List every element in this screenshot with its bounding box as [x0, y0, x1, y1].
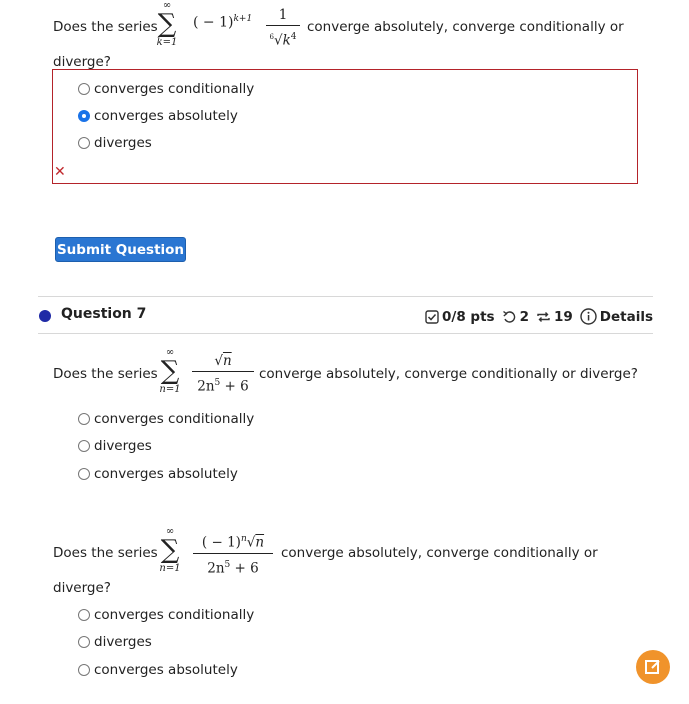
option-label: converges absolutely [94, 662, 238, 678]
question-status-dot [39, 310, 51, 322]
repeat-icon [536, 310, 551, 324]
divider [38, 333, 653, 334]
retry-icon [502, 310, 517, 324]
radio-button[interactable] [78, 468, 90, 480]
q6-suffix: converge absolutely, converge conditionally or [307, 19, 624, 35]
radio-button[interactable] [78, 137, 90, 149]
q6-prefix: Does the series [53, 19, 158, 35]
details-link[interactable]: Details [580, 308, 653, 325]
p1-prefix: Does the series [53, 366, 158, 382]
p2-cont: diverge? [53, 580, 111, 596]
option-label: diverges [94, 438, 152, 454]
question-title: Question 7 [61, 306, 147, 322]
p2-prefix: Does the series [53, 545, 158, 561]
p2-fraction: ( − 1)$^n$√n $2n^5 + 6$ [193, 530, 273, 577]
q6-option-diverges[interactable] [78, 135, 152, 151]
option-label: converges conditionally [94, 81, 255, 97]
p1-sum-symbol: ∞ ∑ n=1 [159, 347, 181, 395]
score: 0/8 pts [425, 309, 495, 325]
p1-option-absolutely[interactable] [78, 466, 238, 482]
p1-suffix: converge absolutely, converge conditionally or diverge? [259, 366, 638, 382]
divider [38, 296, 653, 297]
retries: 2 [502, 309, 529, 325]
p1-option-conditionally[interactable] [78, 411, 254, 427]
p1-fraction: √n $2n^5 + 6$ [192, 352, 254, 396]
radio-button[interactable] [78, 636, 90, 648]
edit-icon [644, 658, 662, 676]
p2-option-absolutely[interactable] [78, 662, 238, 678]
radio-button[interactable] [78, 609, 90, 621]
question-meta [418, 308, 653, 325]
q6-option-absolutely[interactable] [78, 108, 238, 124]
option-label: diverges [94, 135, 152, 151]
checkbox-icon [425, 310, 439, 324]
q6-term: ( − 1)$^{k+1}$ [193, 14, 253, 31]
q6-cont: diverge? [53, 54, 111, 70]
p2-option-diverges[interactable] [78, 634, 152, 650]
option-label: converges absolutely [94, 466, 238, 482]
p2-sum-symbol: ∞ ∑ n=1 [159, 526, 181, 574]
p1-option-diverges[interactable] [78, 438, 152, 454]
option-label: converges conditionally [94, 411, 255, 427]
incorrect-x-icon: ✕ [54, 164, 66, 180]
option-label: converges absolutely [94, 108, 238, 124]
radio-button[interactable] [78, 440, 90, 452]
option-label: converges conditionally [94, 607, 255, 623]
q6-sum-symbol: ∞ ∑ k=1 [156, 0, 178, 48]
q6-fraction: 1 $^6√k^4$ [266, 6, 300, 50]
submit-question-button[interactable]: Submit Question [55, 237, 186, 262]
radio-button[interactable] [78, 83, 90, 95]
option-label: diverges [94, 634, 152, 650]
radio-button[interactable] [78, 664, 90, 676]
info-icon [580, 308, 597, 325]
p2-option-conditionally[interactable] [78, 607, 254, 623]
q6-option-conditionally[interactable] [78, 81, 254, 97]
radio-button[interactable] [78, 413, 90, 425]
p2-suffix: converge absolutely, converge conditionally or [281, 545, 598, 561]
radio-button-selected[interactable] [78, 110, 90, 122]
attempts: 19 [536, 309, 573, 325]
floating-tool-button[interactable] [636, 650, 670, 684]
